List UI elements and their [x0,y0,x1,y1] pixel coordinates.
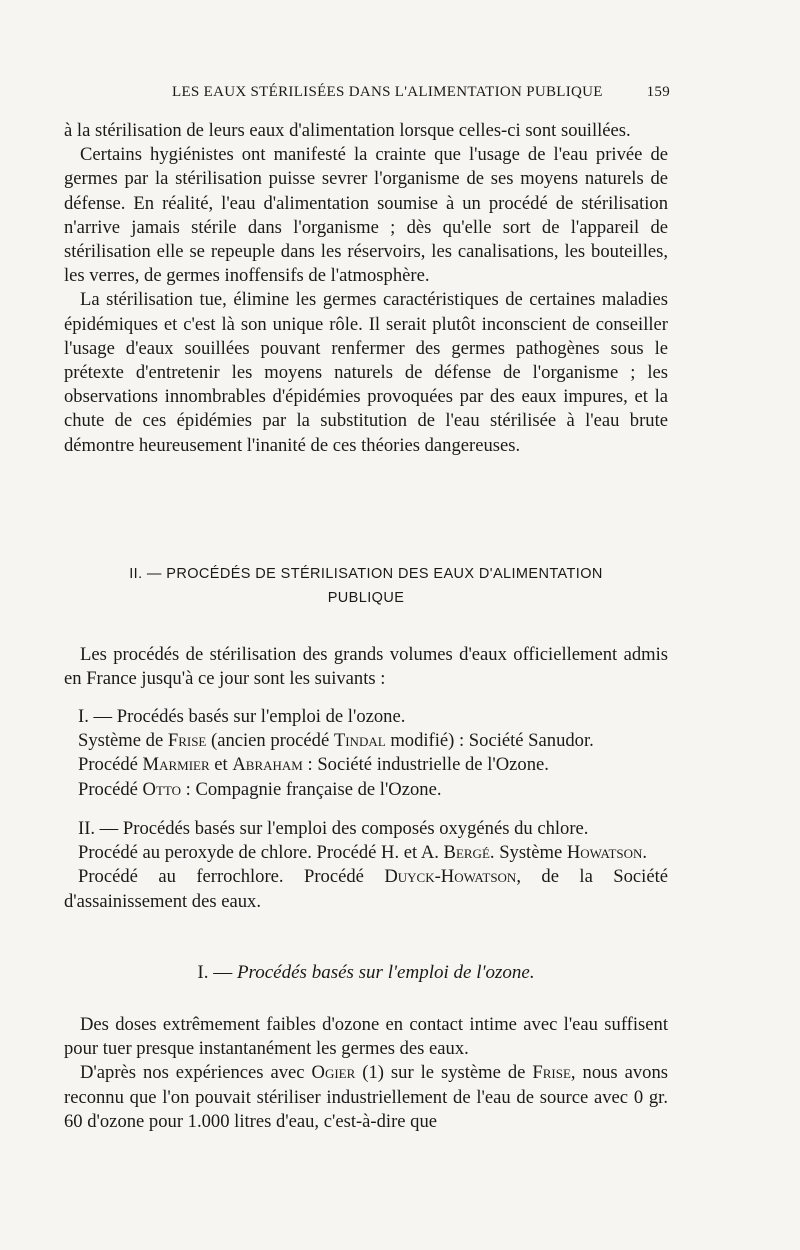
list-2-item-ferrochlore: Procédé au ferrochlore. Procédé Duyck-Howatson, de la Société d'assainissement des eaux. [64,866,668,912]
body-text-bottom [64,1013,668,1134]
paragraph-3: La stérilisation tue, élimine les germes caractéristiques de certaines maladies épidémiques et c'est là son unique rôle. Il serait plutôt inconscient de conseiller l'usage d'eaux souillées pouvant renfermer des germes pathogènes sous le prétexte d'entretenir les moyens naturels de défense de l'organisme ; les observations innombrables d'épidémies provoquées par des eaux impures, et la chute de ces épidémies par la substitution de l'eau stérilisée à l'eau brute démontre heureusement l'inanité de ces théories dangereuses. [64,289,668,456]
section-intro [64,643,668,691]
section-heading-line-1: II. — PROCÉDÉS DE STÉRILISATION DES EAUX D'ALIMENTATION [129,566,603,582]
paragraph-1: à la stérilisation de leurs eaux d'alimentation lorsque celles-ci sont souillées. [64,120,631,141]
ozone-process-list [64,705,668,802]
list-2-item-berge: Procédé au peroxyde de chlore. Procédé H. et A. Bergé. Système Howatson. [78,842,648,864]
page-number: 159 [646,84,670,100]
list-1-item-frise: Système de Frise (ancien procédé Tindal modifié) : Société Sanudor. [78,730,594,752]
list-1-heading: I. — Procédés basés sur l'emploi de l'ozone. [78,706,406,727]
paragraph-2: Certains hygiénistes ont manifesté la crainte que l'usage de l'eau privée de germes par la stérilisation puisse sevrer l'organisme de ses moyens naturels de défense. En réalité, l'eau d'alimentation soumise à un procédé de stérilisation n'arrive jamais stérile dans l'organisme ; dès qu'elle sort de l'appareil de stérilisation elle se repeuple dans les réservoirs, les canalisations, les bouteilles, les verres, de germes inoffensifs de l'atmosphère. [64,144,668,287]
paragraph-ozone-doses: Des doses extrêmement faibles d'ozone en contact intime avec l'eau suffisent pour tuer presque instantanément les germes des eaux. [64,1014,668,1060]
running-title: LES EAUX STÉRILISÉES DANS L'ALIMENTATION PUBLIQUE [172,84,603,100]
subsection-heading: I. — Procédés basés sur l'emploi de l'ozone. [197,962,535,983]
chlorine-process-list [64,817,668,914]
list-1-item-marmier: Procédé Marmier et Abraham : Société industrielle de l'Ozone. [78,754,549,776]
section-heading [64,562,668,610]
list-1-item-otto: Procédé Otto : Compagnie française de l'Ozone. [78,778,442,800]
intro-paragraph: Les procédés de stérilisation des grands volumes d'eaux officiellement admis en France jusqu'à ce jour sont les suivants : [64,644,668,690]
paragraph-experiments: D'après nos expériences avec Ogier (1) sur le système de Frise, nous avons reconnu que l'on pouvait stériliser industriellement de l'eau de source avec 0 gr. 60 d'ozone pour 1.000 litres d'eau, c'est-à-dire que [64,1062,668,1132]
subsection-title: Procédés basés sur l'emploi de l'ozone. [236,962,535,983]
body-text-top [64,119,668,458]
section-heading-line-2: PUBLIQUE [327,590,405,606]
list-2-heading: II. — Procédés basés sur l'emploi des composés oxygénés du chlore. [78,818,589,839]
